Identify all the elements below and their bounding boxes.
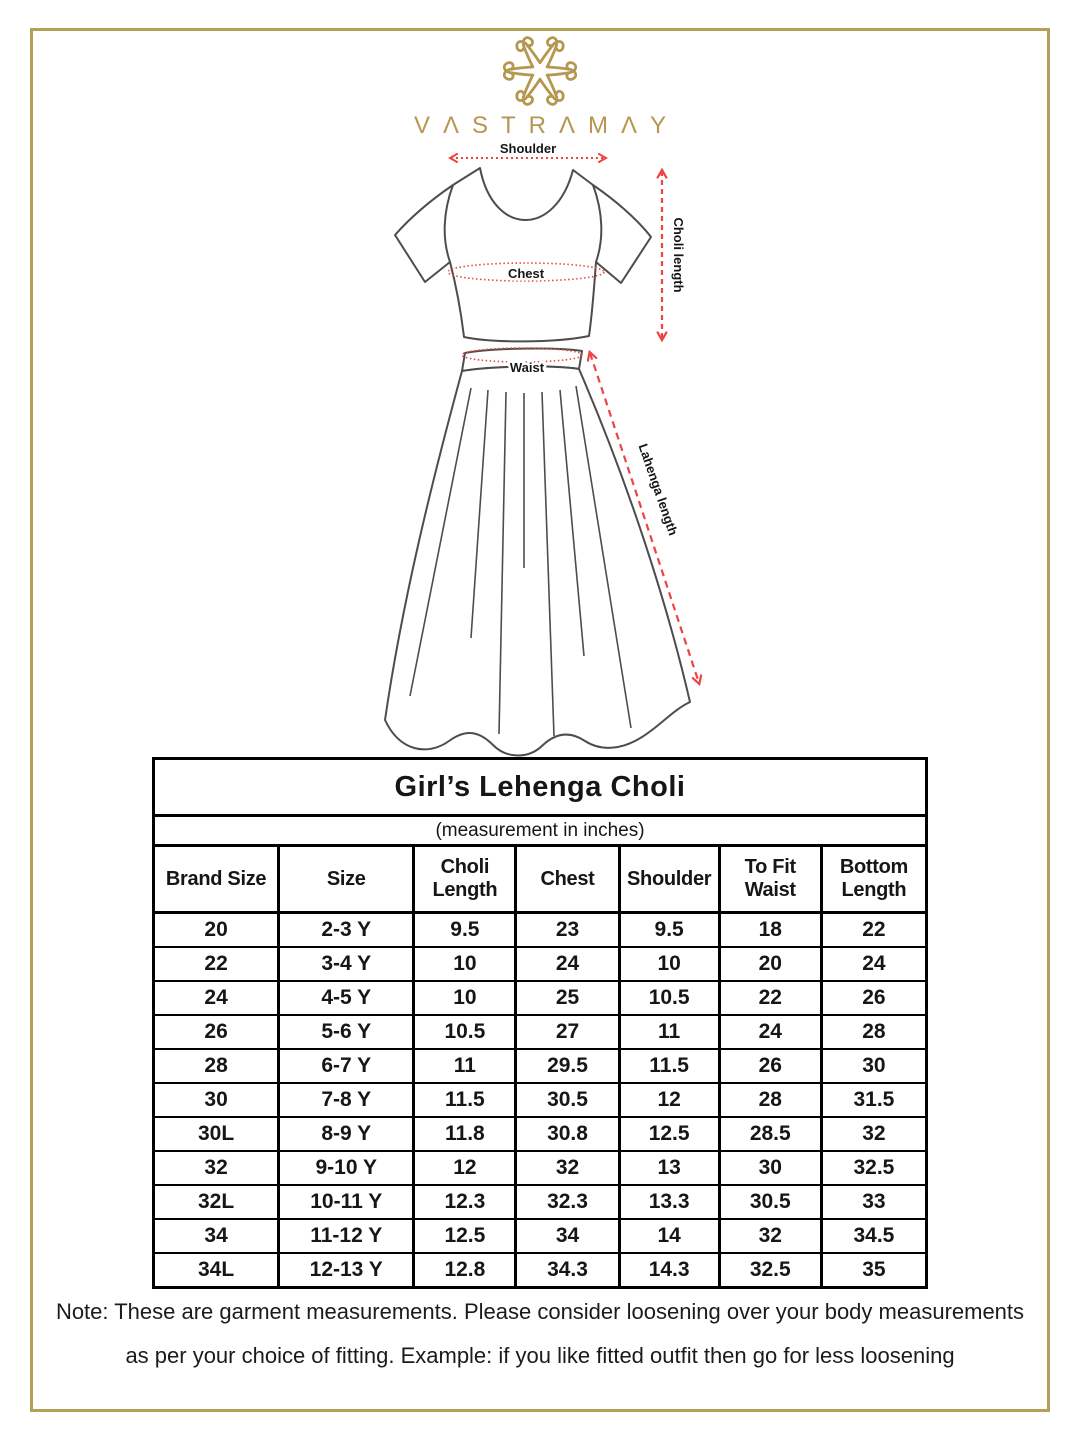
table-cell: 12 bbox=[414, 1151, 516, 1185]
table-cell: 12.5 bbox=[414, 1219, 516, 1253]
table-cell: 11.5 bbox=[619, 1049, 719, 1083]
table-row bbox=[154, 947, 927, 981]
table-cell: 22 bbox=[719, 981, 821, 1015]
table-cell: 32.3 bbox=[516, 1185, 619, 1219]
table-cell: 24 bbox=[154, 981, 279, 1015]
table-cell: 13.3 bbox=[619, 1185, 719, 1219]
table-row bbox=[154, 981, 927, 1015]
chest-label: Chest bbox=[507, 266, 545, 281]
table-cell: 20 bbox=[719, 947, 821, 981]
table-cell: 25 bbox=[516, 981, 619, 1015]
table-cell: 11.8 bbox=[414, 1117, 516, 1151]
column-header-bottom-length: Bottom Length bbox=[821, 846, 926, 913]
table-cell: 10 bbox=[414, 947, 516, 981]
table-cell: 32 bbox=[154, 1151, 279, 1185]
table-row bbox=[154, 1151, 927, 1185]
table-cell: 30L bbox=[154, 1117, 279, 1151]
garment-measurement-diagram bbox=[330, 140, 730, 760]
table-cell: 31.5 bbox=[821, 1083, 926, 1117]
table-cell: 12-13 Y bbox=[279, 1253, 414, 1288]
table-cell: 11 bbox=[414, 1049, 516, 1083]
brand-wordmark: VΛSTRΛMΛY bbox=[413, 112, 680, 139]
table-cell: 34L bbox=[154, 1253, 279, 1288]
table-row bbox=[154, 1185, 927, 1219]
table-cell: 18 bbox=[719, 913, 821, 948]
choli-length-label: Choli length bbox=[671, 217, 686, 293]
table-cell: 24 bbox=[821, 947, 926, 981]
table-cell: 22 bbox=[154, 947, 279, 981]
table-cell: 12.5 bbox=[619, 1117, 719, 1151]
table-cell: 4-5 Y bbox=[279, 981, 414, 1015]
shoulder-label: Shoulder bbox=[499, 141, 557, 156]
table-cell: 34.5 bbox=[821, 1219, 926, 1253]
table-cell: 10 bbox=[414, 981, 516, 1015]
table-row bbox=[154, 1083, 927, 1117]
table-cell: 22 bbox=[821, 913, 926, 948]
table-cell: 9.5 bbox=[414, 913, 516, 948]
note-text bbox=[40, 1290, 1040, 1378]
table-cell: 13 bbox=[619, 1151, 719, 1185]
table-cell: 30.5 bbox=[516, 1083, 619, 1117]
table-cell: 28 bbox=[719, 1083, 821, 1117]
table-cell: 32 bbox=[821, 1117, 926, 1151]
table-cell: 28 bbox=[154, 1049, 279, 1083]
table-cell: 10 bbox=[619, 947, 719, 981]
column-header-size: Size bbox=[279, 846, 414, 913]
table-cell: 33 bbox=[821, 1185, 926, 1219]
table-cell: 29.5 bbox=[516, 1049, 619, 1083]
table-cell: 12.8 bbox=[414, 1253, 516, 1288]
column-header-to-fit-waist: To Fit Waist bbox=[719, 846, 821, 913]
table-cell: 8-9 Y bbox=[279, 1117, 414, 1151]
table-cell: 14 bbox=[619, 1219, 719, 1253]
column-header-chest: Chest bbox=[516, 846, 619, 913]
table-cell: 32L bbox=[154, 1185, 279, 1219]
table-cell: 34 bbox=[516, 1219, 619, 1253]
table-cell: 14.3 bbox=[619, 1253, 719, 1288]
lehenga-skirt bbox=[385, 367, 690, 756]
note-line-2: as per your choice of fitting. Example: if you like fitted outfit then go for less loosening bbox=[125, 1343, 955, 1368]
table-cell: 32.5 bbox=[719, 1253, 821, 1288]
table-cell: 30 bbox=[719, 1151, 821, 1185]
table-cell: 6-7 Y bbox=[279, 1049, 414, 1083]
table-cell: 10.5 bbox=[414, 1015, 516, 1049]
column-header-shoulder: Shoulder bbox=[619, 846, 719, 913]
table-cell: 12 bbox=[619, 1083, 719, 1117]
table-cell: 30 bbox=[821, 1049, 926, 1083]
brand-header bbox=[0, 34, 1080, 140]
table-row bbox=[154, 1117, 927, 1151]
table-cell: 30.8 bbox=[516, 1117, 619, 1151]
table-row bbox=[154, 1253, 927, 1288]
table-cell: 5-6 Y bbox=[279, 1015, 414, 1049]
table-cell: 9-10 Y bbox=[279, 1151, 414, 1185]
table-cell: 27 bbox=[516, 1015, 619, 1049]
table-cell: 12.3 bbox=[414, 1185, 516, 1219]
table-cell: 10.5 bbox=[619, 981, 719, 1015]
table-cell: 34 bbox=[154, 1219, 279, 1253]
table-cell: 10-11 Y bbox=[279, 1185, 414, 1219]
table-title: Girl’s Lehenga Choli bbox=[154, 759, 927, 816]
table-cell: 7-8 Y bbox=[279, 1083, 414, 1117]
table-cell: 20 bbox=[154, 913, 279, 948]
table-cell: 28.5 bbox=[719, 1117, 821, 1151]
table-cell: 32 bbox=[719, 1219, 821, 1253]
table-cell: 2-3 Y bbox=[279, 913, 414, 948]
table-header-row bbox=[154, 846, 927, 913]
choli-outline bbox=[395, 168, 651, 341]
note-line-1: Note: These are garment measurements. Please consider loosening over your body measurements bbox=[55, 1299, 1025, 1324]
table-cell: 30 bbox=[154, 1083, 279, 1117]
column-header-brand-size: Brand Size bbox=[154, 846, 279, 913]
size-chart-table bbox=[152, 757, 928, 1289]
table-row bbox=[154, 913, 927, 948]
table-cell: 9.5 bbox=[619, 913, 719, 948]
table-cell: 35 bbox=[821, 1253, 926, 1288]
table-cell: 34.3 bbox=[516, 1253, 619, 1288]
table-cell: 28 bbox=[821, 1015, 926, 1049]
table-cell: 26 bbox=[821, 981, 926, 1015]
table-row bbox=[154, 1015, 927, 1049]
table-row bbox=[154, 1219, 927, 1253]
table-cell: 11-12 Y bbox=[279, 1219, 414, 1253]
table-cell: 11.5 bbox=[414, 1083, 516, 1117]
table-cell: 32 bbox=[516, 1151, 619, 1185]
lahenga-length-label: Lahenga length bbox=[635, 441, 681, 538]
table-cell: 32.5 bbox=[821, 1151, 926, 1185]
table-cell: 3-4 Y bbox=[279, 947, 414, 981]
table-row bbox=[154, 1049, 927, 1083]
table-cell: 23 bbox=[516, 913, 619, 948]
table-cell: 26 bbox=[154, 1015, 279, 1049]
table-cell: 30.5 bbox=[719, 1185, 821, 1219]
table-cell: 24 bbox=[719, 1015, 821, 1049]
column-header-choli-length: Choli Length bbox=[414, 846, 516, 913]
table-cell: 24 bbox=[516, 947, 619, 981]
size-table-body bbox=[154, 913, 927, 1288]
brand-emblem-icon bbox=[503, 34, 577, 108]
waist-label: Waist bbox=[509, 360, 545, 375]
table-cell: 11 bbox=[619, 1015, 719, 1049]
table-cell: 26 bbox=[719, 1049, 821, 1083]
table-subtitle: (measurement in inches) bbox=[154, 816, 927, 846]
